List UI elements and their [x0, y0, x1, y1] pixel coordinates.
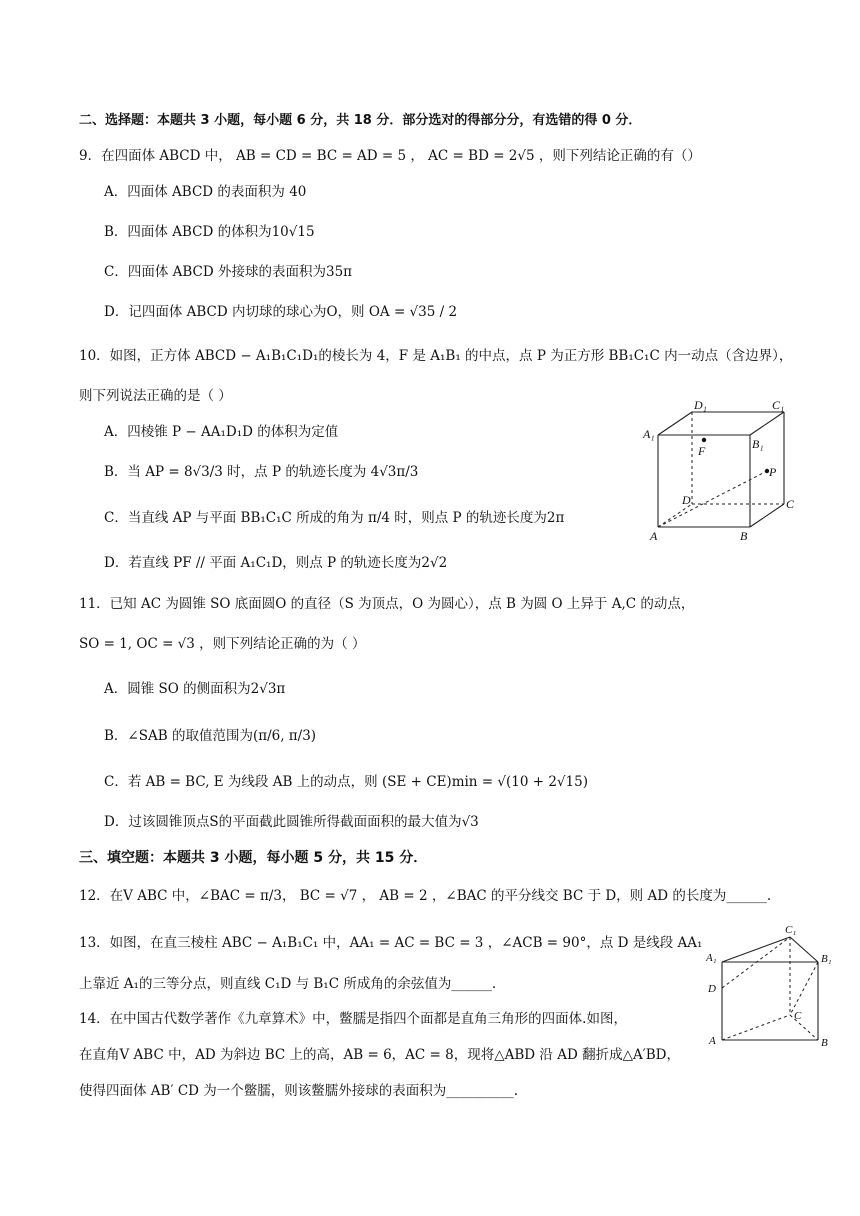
- q14-stem-line3: 使得四面体 AB′ CD 为一个鳖臑，则该鳖臑外接球的表面积为__________.: [79, 1083, 519, 1099]
- label-a1: A₁: [643, 427, 655, 441]
- label-prism-c: C: [794, 1010, 802, 1022]
- q10-option-a: A．四棱锥 P − AA₁D₁D 的体积为定值: [104, 424, 339, 440]
- q14-stem-line2: 在直角V ABC 中，AD 为斜边 BC 上的高，AB = 6，AC = 8，现将△ABD 沿 AD 翻折成△A′BD，: [79, 1047, 681, 1063]
- point-f-marker: [702, 438, 706, 442]
- q14-stem-line1: 14．在中国古代数学著作《九章算术》中，鳖臑是指四个面都是直角三角形的四面体.如图，: [79, 1011, 627, 1027]
- q9-option-b: B．四面体 ABCD 的体积为10√15: [104, 224, 315, 240]
- label-prism-b: B: [821, 1037, 828, 1049]
- q11-option-d: D．过该圆锥顶点S的平面截此圆锥所得截面面积的最大值为√3: [104, 814, 479, 830]
- q9-option-a: A．四面体 ABCD 的表面积为 40: [104, 184, 307, 200]
- q11-option-a: A．圆锥 SO 的侧面积为2√3π: [104, 681, 286, 697]
- label-d1: D₁: [694, 398, 707, 412]
- label-c: C: [786, 497, 795, 511]
- q9-stem: 9．在四面体 ABCD 中， AB = CD = BC = AD = 5 ， AC = BD = 2√5 ，则下列结论正确的有（）: [79, 148, 701, 164]
- label-prism-b1: B₁: [821, 953, 832, 965]
- label-p: P: [769, 465, 777, 479]
- q11-option-c: C．若 AB = BC, E 为线段 AB 上的动点，则 (SE + CE)min = √(10 + 2√15): [104, 774, 588, 790]
- q13-stem-line2: 上靠近 A₁的三等分点，则直线 C₁D 与 B₁C 所成角的余弦值为______.: [79, 976, 497, 992]
- q10-option-d: D．若直线 PF // 平面 A₁C₁D，则点 P 的轨迹长度为2√2: [104, 555, 448, 571]
- label-a: A: [650, 529, 658, 543]
- q10-option-c: C．当直线 AP 与平面 BB₁C₁C 所成的角为 π/4 时，则点 P 的轨迹长度为2π: [104, 510, 565, 526]
- q11-stem-line2: SO = 1, OC = √3 ，则下列结论正确的为（ ）: [79, 636, 366, 652]
- label-d: D: [682, 493, 691, 507]
- label-prism-d: D: [708, 983, 716, 995]
- q13-stem-line1: 13．如图，在直三棱柱 ABC − A₁B₁C₁ 中，AA₁ = AC = BC = 3 ，∠ACB = 90°，点 D 是线段 AA₁: [79, 935, 703, 951]
- q12-stem: 12．在V ABC 中，∠BAC = π/3， BC = √7 ， AB = 2 ，∠BAC 的平分线交 BC 于 D，则 AD 的长度为______.: [79, 888, 772, 904]
- label-f: F: [698, 444, 706, 458]
- prism-figure: [700, 920, 840, 1050]
- label-b: B: [740, 529, 748, 543]
- label-prism-a1: A₁: [706, 952, 717, 964]
- label-b1: B₁: [752, 437, 764, 451]
- section-2-header: 二、选择题：本题共 3 小题，每小题 6 分，共 18 分．部分选对的得部分分，有选错的得 0 分．: [79, 113, 642, 128]
- cube-figure: [640, 398, 810, 548]
- label-prism-c1: C₁: [785, 924, 797, 936]
- q11-option-b: B．∠SAB 的取值范围为(π/6, π/3): [104, 728, 317, 744]
- q10-stem-line1: 10．如图，正方体 ABCD − A₁B₁C₁D₁的棱长为 4，F 是 A₁B₁ 的中点，点 P 为正方形 BB₁C₁C 内一动点（含边界），: [79, 348, 793, 364]
- section-3-header: 三、填空题：本题共 3 小题，每小题 5 分，共 15 分．: [79, 850, 428, 866]
- q10-option-b: B．当 AP = 8√3/3 时，点 P 的轨迹长度为 4√3π/3: [104, 464, 419, 480]
- q9-option-c: C．四面体 ABCD 外接球的表面积为35π: [104, 264, 353, 280]
- q11-stem-line1: 11．已知 AC 为圆锥 SO 底面圆O 的直径（S 为顶点，O 为圆心），点 B 为圆 O 上异于 A,C 的动点，: [79, 596, 695, 612]
- label-prism-a: A: [709, 1035, 716, 1047]
- q10-stem-line2: 则下列说法正确的是（ ）: [79, 388, 232, 404]
- label-c1: C₁: [772, 398, 785, 412]
- q9-option-d: D．记四面体 ABCD 内切球的球心为O，则 OA = √35 / 2: [104, 304, 458, 320]
